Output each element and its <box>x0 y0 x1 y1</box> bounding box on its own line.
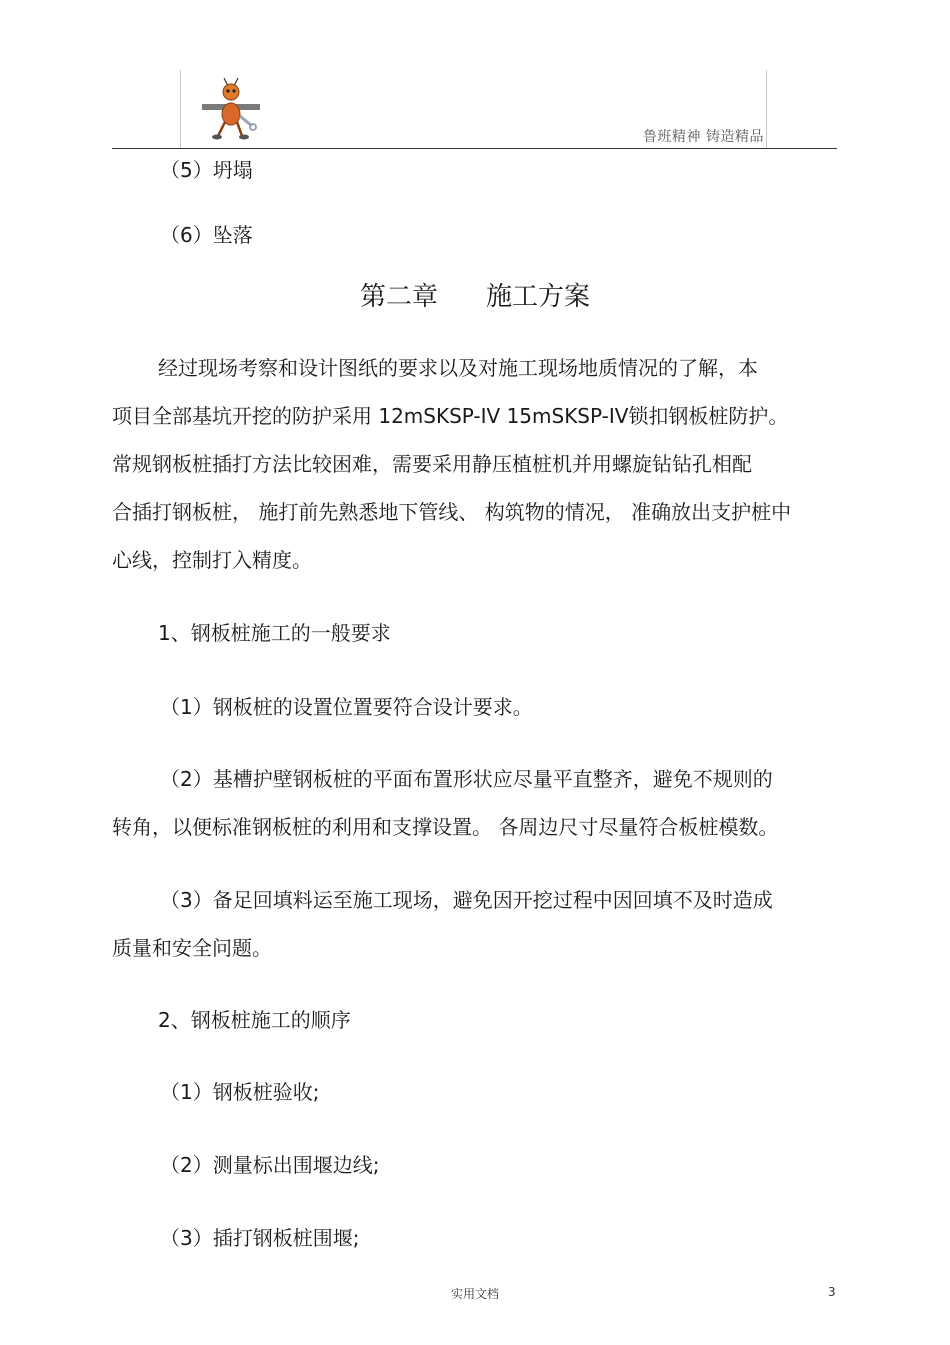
chapter-title <box>0 282 950 312</box>
section-1-heading: 1、钢板桩施工的一般要求 <box>158 621 391 645</box>
section-1-item-1: （1）钢板桩的设置位置要符合设计要求。 <box>160 695 533 719</box>
section-1-item-3-line-1: （3）备足回填料运至施工现场，避免因开挖过程中因回填不及时造成 <box>160 888 773 912</box>
page-number: 3 <box>828 1285 836 1299</box>
header-motto: 鲁班精神 铸造精品 <box>643 129 764 145</box>
paragraph-1-line-4: 合插打钢板桩， 施打前先熟悉地下管线、 构筑物的情况， 准确放出支护桩中 <box>112 500 792 524</box>
paragraph-1-line-3: 常规钢板桩插打方法比较困难，需要采用静压植桩机并用螺旋钻钻孔相配 <box>112 452 752 476</box>
footer-label: 实用文档 <box>450 1287 499 1301</box>
hazard-item-5: （5）坍塌 <box>160 158 253 182</box>
section-2-item-3: （3）插打钢板桩围堰; <box>160 1226 360 1250</box>
section-2-heading: 2、钢板桩施工的顺序 <box>158 1008 351 1032</box>
hazard-item-6: （6）坠落 <box>160 223 253 247</box>
section-1-item-2-line-2: 转角，以便标准钢板桩的利用和支撑设置。 各周边尺寸尽量符合板桩模数。 <box>112 815 779 839</box>
chapter-number: 第二章 <box>359 282 438 312</box>
section-1-item-3-line-2: 质量和安全问题。 <box>112 936 272 960</box>
chapter-name: 施工方案 <box>486 282 591 312</box>
section-2-item-2: （2）测量标出围堰边线; <box>160 1153 380 1177</box>
header-divider <box>112 148 837 149</box>
section-2-item-1: （1）钢板桩验收; <box>160 1080 320 1104</box>
paragraph-1-line-1: 经过现场考察和设计图纸的要求以及对施工现场地质情况的了解，本 <box>158 356 758 380</box>
paragraph-1-line-2: 项目全部基坑开挖的防护采用 12mSKSP-IV 15mSKSP-IV锁扣钢板桩防护。 <box>112 404 789 428</box>
section-1-item-2-line-1: （2）基槽护壁钢板桩的平面布置形状应尽量平直整齐，避免不规则的 <box>160 767 773 791</box>
ant-mascot-logo <box>198 76 262 142</box>
paragraph-1-line-5: 心线，控制打入精度。 <box>112 548 312 572</box>
